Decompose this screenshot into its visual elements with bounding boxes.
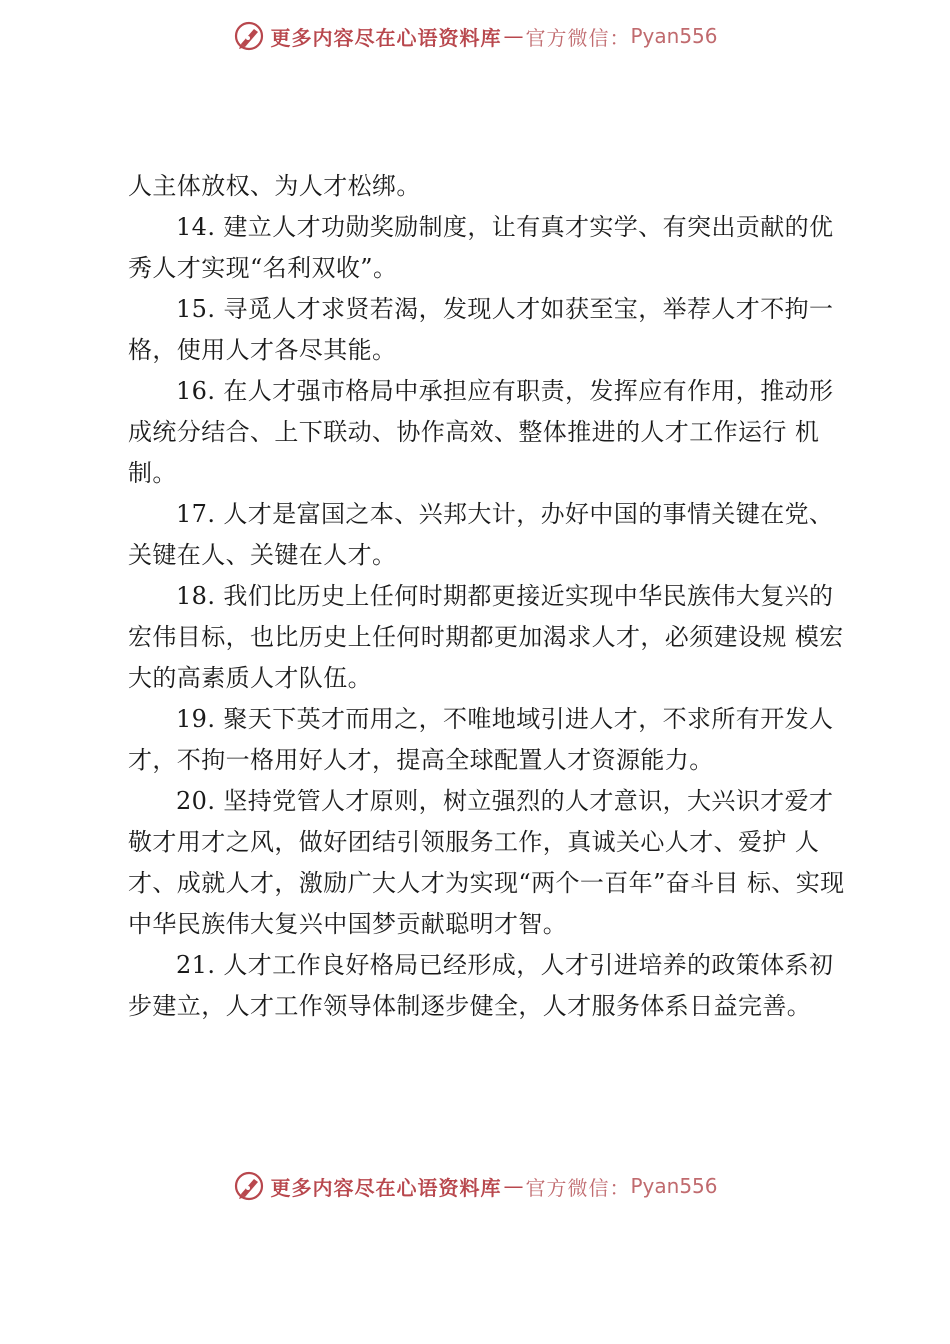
paragraph-14: 14. 建立人才功勋奖励制度，让有真才实学、有突出贡献的优秀人才实现“名利双收”。 — [128, 213, 834, 282]
banner-wechat-label: 官方微信： — [525, 25, 631, 50]
paragraph-19: 19. 聚天下英才而用之，不唯地域引进人才，不求所有开发人才，不拘一格用好人才，提高全球配置人才资源能力。 — [128, 705, 834, 774]
paragraph-continuation: 人主体放权、为人才松绑。 — [128, 172, 421, 200]
banner-separator: — — [503, 1174, 524, 1198]
banner-separator: — — [503, 24, 524, 48]
banner-wechat-id: Pyan556 — [630, 24, 718, 48]
footer-banner — [0, 1166, 950, 1206]
banner-brand: 更多内容尽在心语资料库 — [270, 1175, 502, 1200]
header-banner — [0, 16, 950, 56]
pen-logo-icon — [232, 19, 266, 53]
banner-wechat-id: Pyan556 — [630, 1174, 718, 1198]
pen-logo-icon — [232, 1169, 266, 1203]
paragraph-15: 15. 寻觅人才求贤若渴，发现人才如获至宝，举荐人才不拘一格，使用人才各尽其能。 — [128, 295, 834, 364]
document-body — [128, 166, 848, 1027]
paragraph-17: 17. 人才是富国之本、兴邦大计，办好中国的事情关键在党、关键在人、关键在人才。 — [128, 500, 834, 569]
banner-brand: 更多内容尽在心语资料库 — [270, 25, 502, 50]
paragraph-21: 21. 人才工作良好格局已经形成，人才引进培养的政策体系初步建立，人才工作领导体制逐步健全，人才服务体系日益完善。 — [128, 951, 834, 1020]
paragraph-16: 16. 在人才强市格局中承担应有职责，发挥应有作用，推动形成统分结合、上下联动、协作高效、整体推进的人才工作运行 机制。 — [128, 377, 834, 487]
paragraph-20: 20. 坚持党管人才原则，树立强烈的人才意识，大兴识才爱才敬才用才之风，做好团结引领服务工作，真诚关心人才、爱护 人才、成就人才，激励广大人才为实现“两个一百年”奋斗目 标、实现中华民族伟大复兴中国梦贡献聪明才智。 — [128, 787, 845, 938]
paragraph-18: 18. 我们比历史上任何时期都更接近实现中华民族伟大复兴的宏伟目标，也比历史上任何时期都更加渴求人才，必须建设规 模宏大的高素质人才队伍。 — [128, 582, 844, 692]
banner-wechat-label: 官方微信： — [525, 1175, 631, 1200]
